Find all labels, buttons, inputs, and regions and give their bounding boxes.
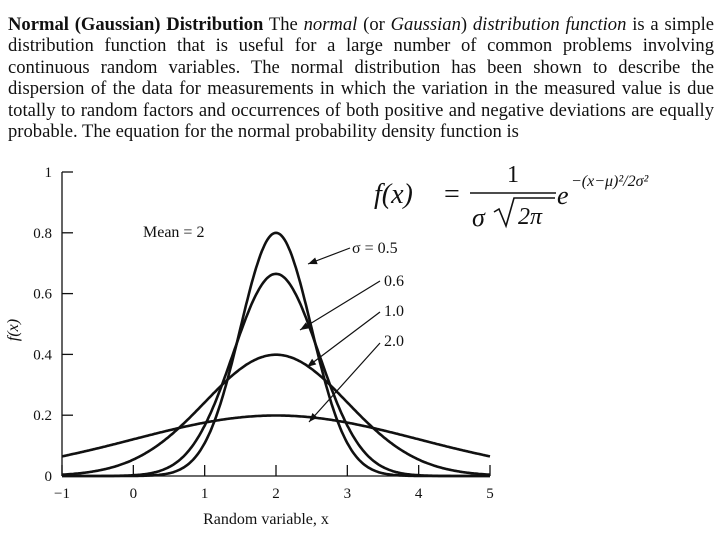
paragraph-text-6: is a simple distribution function that is useful for a large number of common problems involving continuous random variables. The normal distribution has been shown to describe the dispersion of the data for measurements in which the variation in the measured value is due totally to random factors and occurrences of both positive and negative deviations are equally probable. The equation for the normal probability density function is [8,14,715,143]
equation [374,162,650,232]
exp-base: e [557,181,569,210]
series-label-0.6: 0.6 [384,273,404,290]
series-label-0.5: σ = 0.5 [352,240,398,257]
normal-distribution-figure [0,160,720,540]
paragraph-text-0: The [268,14,304,35]
paragraph-text-3: Gaussian [390,14,461,35]
denominator-sigma: σ [472,203,485,232]
curves [62,233,490,476]
series-labels [300,240,404,422]
x-tick-label: 0 [129,486,138,502]
paragraph-text-2: (or [357,14,391,35]
x-tick-label: 3 [343,486,352,502]
paragraph-text-1: normal [303,14,358,35]
section-heading: Normal (Gaussian) Distribution [8,14,264,35]
chart [5,165,494,528]
denominator-root: 2π [518,204,543,230]
x-ticks [54,465,494,502]
label-arrow [300,281,380,330]
intro-paragraph [8,14,714,142]
y-tick-label: 0.4 [33,347,52,364]
curve-sigma-2 [62,416,490,457]
equation-equals: = [444,179,460,210]
equation-lhs: f(x) [374,179,413,210]
mean-annotation: Mean = 2 [143,224,205,241]
y-tick-label: 0 [44,469,52,485]
label-arrow [307,312,380,367]
y-tick-label: 0.6 [33,286,52,303]
x-axis-label: Random variable, x [203,511,329,528]
paragraph-text-4: ) [460,14,473,35]
paragraph-text-5: distribution function [472,14,627,35]
curve-sigma-0.6 [62,274,490,476]
y-tick-label: 1 [44,165,52,181]
arrow-head [307,359,316,367]
equation-numerator: 1 [507,162,519,188]
exponent: −(x−μ)²/2σ² [571,173,649,190]
x-tick-label: 4 [414,486,423,502]
arrow-head [308,258,318,265]
y-axis-label: f(x) [5,318,22,342]
y-tick-label: 0.2 [33,408,52,425]
x-tick-label: −1 [54,486,70,502]
x-tick-label: 1 [200,486,209,502]
x-tick-label: 5 [486,486,494,502]
y-tick-label: 0.8 [33,225,52,242]
y-ticks [33,165,73,485]
x-tick-label: 2 [272,486,280,502]
series-label-2: 2.0 [384,333,404,350]
series-label-1: 1.0 [384,303,404,320]
